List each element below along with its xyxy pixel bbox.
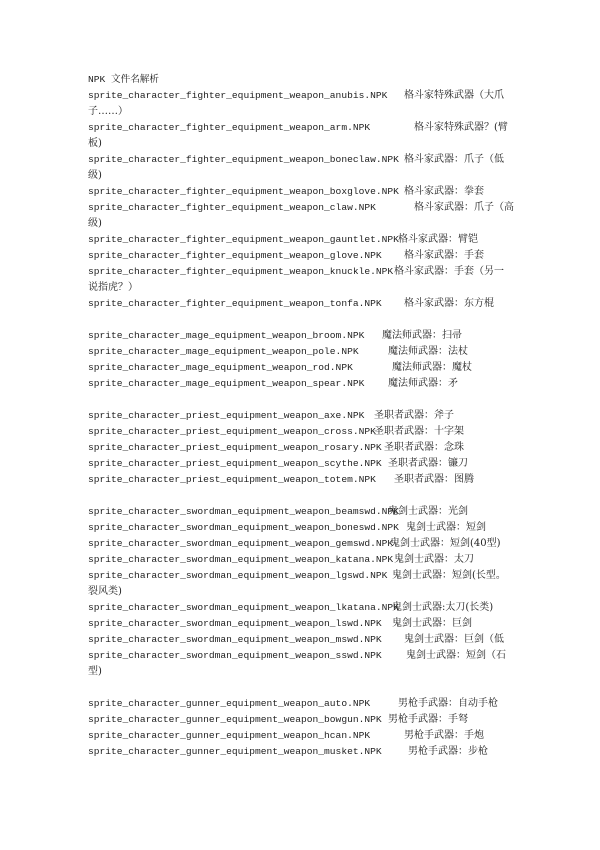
entry-line	[88, 648, 520, 664]
entry-filename: sprite_character_mage_equipment_weapon_spear.NPK	[88, 378, 365, 389]
entry-line	[88, 264, 520, 280]
entry-description: 魔法师武器：魔杖	[392, 362, 472, 373]
entry-filename: sprite_character_fighter_equipment_weapon_tonfa.NPK	[88, 298, 382, 309]
entry-line	[88, 408, 520, 424]
entry-filename: sprite_character_mage_equipment_weapon_rod.NPK	[88, 362, 353, 373]
entry-filename: sprite_character_fighter_equipment_weapon_gauntlet.NPK	[88, 234, 399, 245]
entry-filename: sprite_character_gunner_equipment_weapon_hcan.NPK	[88, 730, 371, 741]
entry-description: 格斗家武器：拳套	[404, 186, 484, 197]
entry-line	[88, 712, 520, 728]
entry-line	[88, 728, 520, 744]
entry-line	[88, 344, 520, 360]
entry-description: 男枪手武器：步枪	[408, 746, 488, 757]
entry-filename: sprite_character_swordman_equipment_weapon_mswd.NPK	[88, 634, 382, 645]
entry-line	[88, 440, 520, 456]
group-spacer	[88, 392, 520, 408]
entry-line	[88, 424, 520, 440]
entry-description: 魔法师武器：矛	[388, 378, 458, 389]
entry-description: 格斗家武器：爪子（低	[404, 154, 504, 165]
entry-description: 鬼剑士武器：巨剑（低	[404, 634, 504, 645]
entry-description-wrap: 子……）	[88, 106, 128, 117]
entry-description: 男枪手武器：自动手枪	[398, 698, 498, 709]
entry-filename: sprite_character_swordman_equipment_weapon_beamswd.NPK	[88, 506, 399, 517]
entry-description: 鬼剑士武器：光剑	[388, 506, 468, 517]
document-page	[88, 72, 520, 760]
entry-description-continuation	[88, 280, 520, 296]
group-spacer	[88, 488, 520, 504]
entry-description: 鬼剑士武器：短剑(长型。	[392, 570, 506, 581]
entry-filename: sprite_character_fighter_equipment_weapon_arm.NPK	[88, 122, 371, 133]
entry-filename: sprite_character_priest_equipment_weapon_cross.NPK	[88, 426, 376, 437]
entry-filename: sprite_character_swordman_equipment_weapon_katana.NPK	[88, 554, 394, 565]
entry-line	[88, 616, 520, 632]
entry-line	[88, 88, 520, 104]
entry-line	[88, 248, 520, 264]
entry-description: 男枪手武器：手弩	[388, 714, 468, 725]
entry-filename: sprite_character_swordman_equipment_weapon_lkatana.NPK	[88, 602, 399, 613]
entry-description: 鬼剑士武器：短剑（石	[406, 650, 506, 661]
entry-description: 格斗家武器：手套	[404, 250, 484, 261]
entry-line	[88, 520, 520, 536]
entry-description-continuation	[88, 664, 520, 680]
entry-line	[88, 696, 520, 712]
entry-filename: sprite_character_priest_equipment_weapon_rosary.NPK	[88, 442, 382, 453]
entry-description: 鬼剑士武器：短剑(40型)	[390, 538, 501, 549]
entry-description: 鬼剑士武器：巨剑	[392, 618, 472, 629]
entry-description: 格斗家武器：手套（另一	[394, 266, 504, 277]
entry-line	[88, 200, 520, 216]
entry-description: 男枪手武器：手炮	[404, 730, 484, 741]
entry-description: 圣职者武器：图腾	[394, 474, 474, 485]
entry-description: 鬼剑士武器：短剑	[406, 522, 486, 533]
entry-description: 魔法师武器：法杖	[388, 346, 468, 357]
entry-description-wrap: 说指虎？）	[88, 282, 138, 293]
entry-line	[88, 376, 520, 392]
entry-filename: sprite_character_mage_equipment_weapon_broom.NPK	[88, 330, 365, 341]
group-spacer	[88, 312, 520, 328]
entry-filename: sprite_character_gunner_equipment_weapon_bowgun.NPK	[88, 714, 382, 725]
entry-description-wrap: 板)	[88, 138, 102, 149]
entry-description-continuation	[88, 104, 520, 120]
entry-description-wrap: 型)	[88, 666, 102, 677]
entry-filename: sprite_character_swordman_equipment_weapon_boneswd.NPK	[88, 522, 399, 533]
entry-line	[88, 328, 520, 344]
entry-filename: sprite_character_gunner_equipment_weapon_musket.NPK	[88, 746, 382, 757]
entry-description: 圣职者武器：镰刀	[388, 458, 468, 469]
entry-filename: sprite_character_fighter_equipment_weapon_claw.NPK	[88, 202, 376, 213]
entry-filename: sprite_character_swordman_equipment_weapon_sswd.NPK	[88, 650, 382, 661]
entry-line	[88, 232, 520, 248]
entry-line	[88, 152, 520, 168]
entry-description: 鬼剑士武器：太刀	[394, 554, 474, 565]
entry-filename: sprite_character_priest_equipment_weapon_scythe.NPK	[88, 458, 382, 469]
document-title: NPK 文件名解析	[88, 74, 159, 85]
entry-line	[88, 632, 520, 648]
entry-line	[88, 552, 520, 568]
document-body	[88, 88, 520, 760]
entry-description-wrap: 裂风类)	[88, 586, 122, 597]
entry-line	[88, 568, 520, 584]
entry-line	[88, 504, 520, 520]
entry-filename: sprite_character_swordman_equipment_weapon_gemswd.NPK	[88, 538, 394, 549]
entry-filename: sprite_character_fighter_equipment_weapon_boxglove.NPK	[88, 186, 399, 197]
entry-filename: sprite_character_mage_equipment_weapon_pole.NPK	[88, 346, 359, 357]
entry-line	[88, 600, 520, 616]
entry-line	[88, 296, 520, 312]
entry-line	[88, 456, 520, 472]
entry-line	[88, 744, 520, 760]
entry-description: 鬼剑士武器:太刀(长类)	[392, 602, 494, 613]
entry-description-wrap: 级)	[88, 170, 102, 181]
entry-filename: sprite_character_priest_equipment_weapon_axe.NPK	[88, 410, 365, 421]
entry-description-continuation	[88, 168, 520, 184]
entry-line	[88, 360, 520, 376]
entry-line	[88, 120, 520, 136]
entry-filename: sprite_character_priest_equipment_weapon_totem.NPK	[88, 474, 376, 485]
entry-description: 格斗家特殊武器（大爪	[404, 90, 504, 101]
entry-line	[88, 536, 520, 552]
entry-line	[88, 184, 520, 200]
entry-filename: sprite_character_gunner_equipment_weapon_auto.NPK	[88, 698, 371, 709]
entry-description-continuation	[88, 216, 520, 232]
entry-line	[88, 472, 520, 488]
entry-filename: sprite_character_fighter_equipment_weapon_knuckle.NPK	[88, 266, 394, 277]
entry-filename: sprite_character_fighter_equipment_weapon_boneclaw.NPK	[88, 154, 399, 165]
entry-filename: sprite_character_swordman_equipment_weapon_lgswd.NPK	[88, 570, 388, 581]
entry-filename: sprite_character_swordman_equipment_weapon_lswd.NPK	[88, 618, 382, 629]
entry-description-wrap: 级)	[88, 218, 102, 229]
entry-description-continuation	[88, 136, 520, 152]
entry-description-continuation	[88, 584, 520, 600]
entry-description: 格斗家武器：爪子（高	[414, 202, 514, 213]
entry-description: 格斗家武器：臂铠	[398, 234, 478, 245]
group-spacer	[88, 680, 520, 696]
entry-filename: sprite_character_fighter_equipment_weapon_glove.NPK	[88, 250, 382, 261]
entry-description: 圣职者武器：斧子	[374, 410, 454, 421]
entry-description: 圣职者武器：念珠	[384, 442, 464, 453]
entry-description: 格斗家武器：东方棍	[404, 298, 494, 309]
entry-filename: sprite_character_fighter_equipment_weapon_anubis.NPK	[88, 90, 388, 101]
entry-description: 圣职者武器：十字架	[374, 426, 464, 437]
entry-description: 格斗家特殊武器？(臂	[414, 122, 508, 133]
entry-description: 魔法师武器：扫帚	[382, 330, 462, 341]
